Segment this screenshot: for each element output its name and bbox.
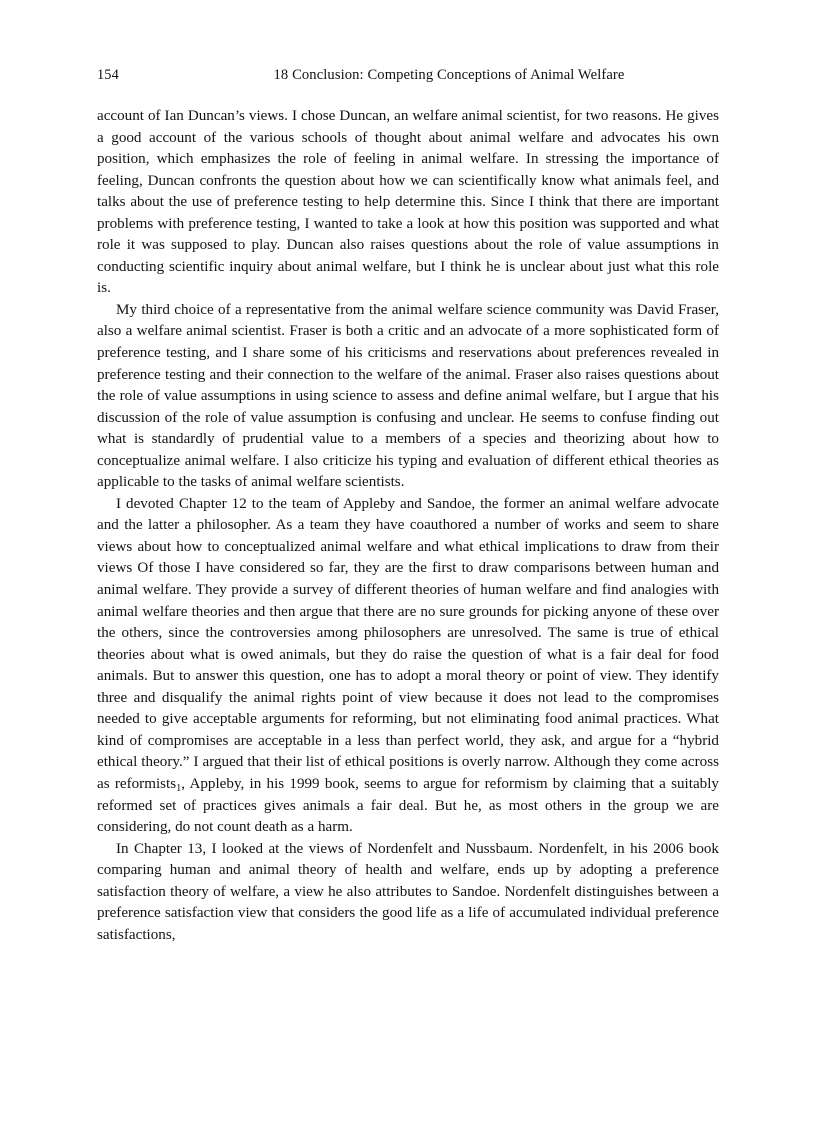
chapter-running-title: 18 Conclusion: Competing Conceptions of Animal Welfare <box>273 67 625 83</box>
paragraph-3-text-after-footnote: , Appleby, in his 1999 book, seems to argue for reformism by claiming that a suitably reformed set of practices gives animals a fair deal. But he, as most others in the group we are considering, do not count death as a harm. <box>97 775 719 836</box>
body-text-block <box>97 106 719 946</box>
paragraph-2: My third choice of a representative from the animal welfare science community was David Fraser, also a welfare animal scientist. Fraser is both a critic and an advocate of a more sophisticated form of preference testing, and I share some of his criticisms and reservations about preferences revealed in preference testing and their connection to the welfare of the animal. Fraser also raises questions about the role of value assumptions in using science to assess and define animal welfare, but I argue that his discussion of the role of value assumption is confusing and unclear. He seems to confuse finding out what is standardly of prudential value to a members of a species and theorizing about how to conceptualize animal welfare. I also criticize his typing and evaluation of different ethical theories as applicable to the tasks of animal welfare scientists. <box>97 301 719 491</box>
paragraph-3 <box>97 494 719 839</box>
paragraph-4: In Chapter 13, I looked at the views of Nordenfelt and Nussbaum. Nordenfelt, in his 2006 book comparing human and animal theory of health and welfare, ends up by adopting a preference satisfaction theory of welfare, a view he also attributes to Sandoe. Nordenfelt distinguishes between a preference satisfaction view that considers the good life as a life of accumulated individual preference satisfactions, <box>97 840 719 943</box>
paragraph-3-text-before-footnote: I devoted Chapter 12 to the team of Appleby and Sandoe, the former an animal welfare advocate and the latter a philosopher. As a team they have coauthored a number of works and seem to share views about how to conceptualized animal welfare and what ethical implications to draw from their views Of those I have considered so far, they are the first to draw comparisons between human and animal welfare. They provide a survey of different theories of human welfare and find analogies with animal welfare theories and then argue that there are no sure grounds for picking anyone of these over the others, since the controversies among philosophers are unresolved. The same is true of ethical theories about what is owed animals, but they do raise the question of what is a fair deal for food animals. But to answer this question, one has to adopt a moral theory or point of view. They identify three and disqualify the animal rights point of view because it does not lead to the compromises needed to give acceptable arguments for reforming, but not eliminating food animal practices. What kind of compromises are acceptable in a less than perfect world, they ask, and argue for a “hybrid ethical theory.” I argued that their list of ethical positions is overly narrow. Although they come across as reformists <box>97 495 719 792</box>
running-header <box>97 64 719 86</box>
footnote-marker: 1 <box>176 782 182 794</box>
page-number: 154 <box>97 67 119 83</box>
paragraph-1: account of Ian Duncan’s views. I chose Duncan, an welfare animal scientist, for two reasons. He gives a good account of the various schools of thought about animal welfare and advocates his own position, which emphasizes the role of feeling in animal welfare. In stressing the importance of feeling, Duncan confronts the question about how we can scientifically know what animals feel, and talks about the use of preference testing to help determine this. Since I think that there are important problems with preference testing, I wanted to take a look at how this position was supported and what role it was supposed to play. Duncan also raises questions about the role of value assumptions in conducting scientific inquiry about animal welfare, but I think he is unclear about just what this role is. <box>97 108 719 297</box>
